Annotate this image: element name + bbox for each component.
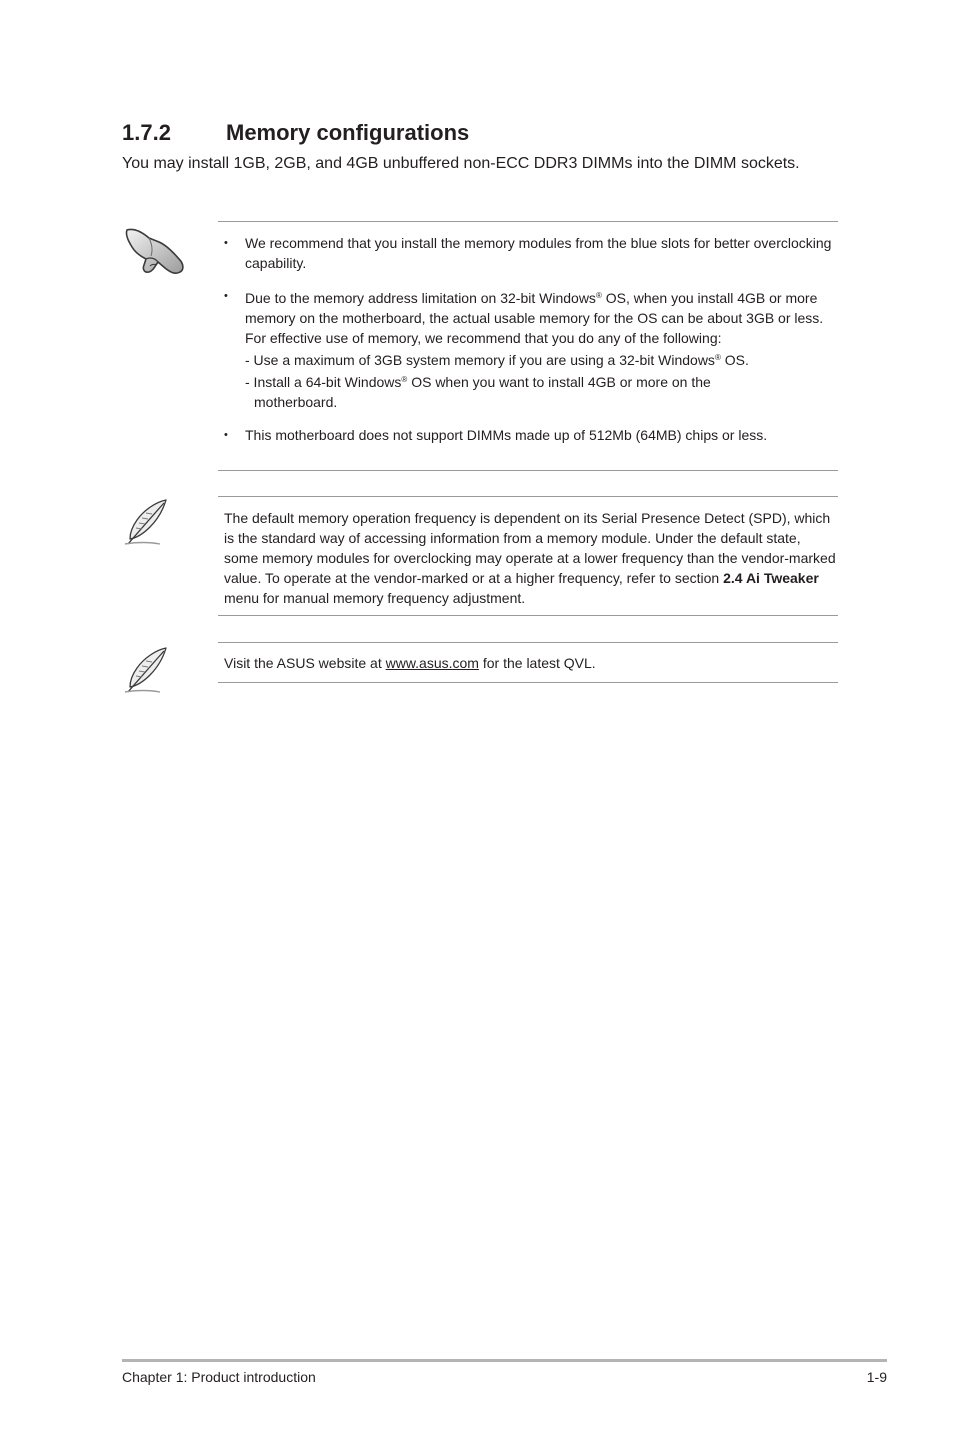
footer-chapter: Chapter 1: Product introduction [122, 1369, 316, 1385]
footer-divider [122, 1359, 887, 1362]
qvl-paragraph: Visit the ASUS website at www.asus.com for the latest QVL. [224, 655, 596, 671]
section-reference: 2.4 Ai Tweaker [723, 570, 819, 586]
page-number: 1-9 [866, 1369, 887, 1385]
frequency-paragraph: The default memory operation frequency is dependent on its Serial Presence Detect (SPD), which is the standard way of accessing information from a memory module. Under the default state, some memory modules for overclocking may operate at a lower frequency than the vendor-marked value. To operate at the vendor-marked or at a higher frequency, refer to section 2.4 Ai Tweaker menu for manual memory frequency adjustment. [224, 510, 836, 606]
frequency-note [218, 496, 838, 616]
section-number: 1.7.2 [122, 120, 171, 145]
warning-bullet-list [218, 222, 838, 445]
registered-mark: ® [595, 291, 602, 300]
warning-note [218, 221, 838, 471]
feather-quill-icon [122, 646, 172, 701]
intro-paragraph: You may install 1GB, 2GB, and 4GB unbuffered non-ECC DDR3 DIMMs into the DIMM sockets. [122, 155, 800, 172]
sub-item-use-3gb: - Use a maximum of 3GB system memory if you are using a 32-bit Windows® OS. [245, 352, 749, 368]
sub-item-install-64bit: - Install a 64-bit Windows® OS when you want to install 4GB or more on the [245, 374, 711, 390]
bullet-text: OS, when you install 4GB or more memory on the motherboard, the actual usable memory for the OS can be about 3GB or less. For effective use of memory, we recommend that you do any of the following: [245, 290, 824, 346]
registered-mark: ® [401, 375, 408, 384]
bullet-512mb-chips: • This motherboard does not support DIMMs made up of 512Mb (64MB) chips or less. [218, 425, 838, 445]
section-heading [122, 118, 469, 148]
section-title: Memory configurations [226, 120, 470, 145]
bullet-text: Due to the memory address limitation on 32-bit Windows [245, 290, 596, 306]
qvl-note [218, 642, 838, 683]
asus-website-link[interactable]: www.asus.com [385, 655, 479, 671]
sub-item-continuation: motherboard. [254, 394, 338, 410]
feather-quill-icon [122, 498, 172, 553]
bullet-32bit-limitation [218, 286, 838, 412]
registered-mark: ® [714, 353, 721, 362]
bullet-blue-slots: • We recommend that you install the memory modules from the blue slots for better overclocking capability. [218, 233, 838, 273]
pointing-hand-icon [122, 226, 186, 283]
